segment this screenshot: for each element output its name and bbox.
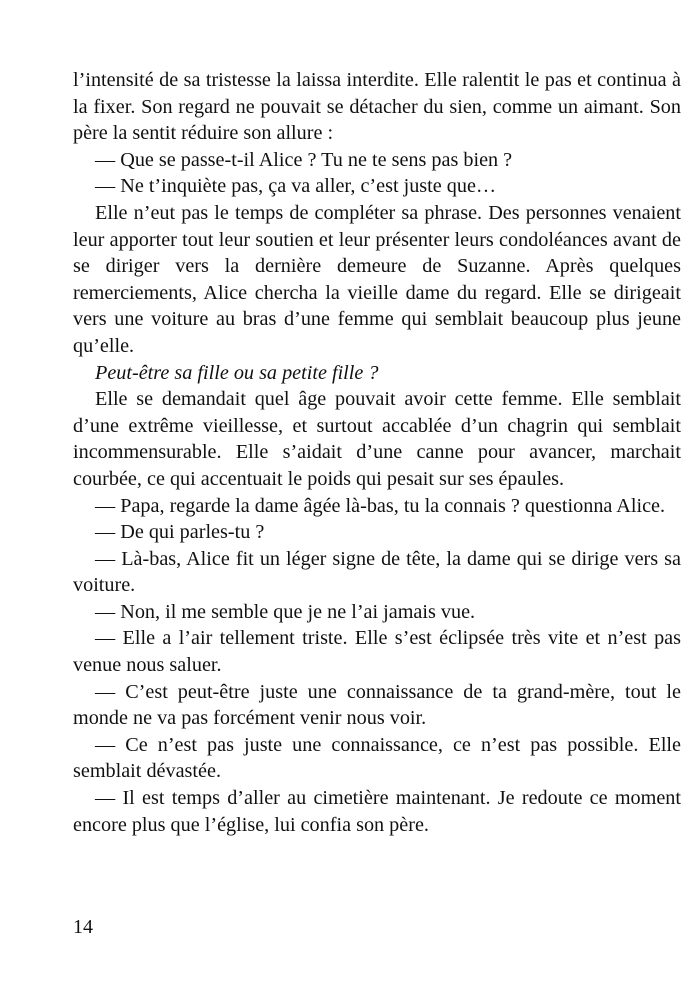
dialogue-line: — Ce n’est pas juste une connaissance, ce n’est pas possible. Elle semblait dévastée. (73, 733, 681, 783)
dialogue-line: — Que se passe-t-il Alice ? Tu ne te sens pas bien ? (95, 148, 513, 171)
paragraph: Elle n’eut pas le temps de compléter sa phrase. Des personnes venaient leur apporter tout leur soutien et leur présenter leurs condoléances avant de se diriger vers la dernière demeure de Suzanne. Après quelques remerciements, Alice chercha la vieille dame du regard. Elle se dirigeait vers une voiture au bras d’une femme qui semblait beaucoup plus jeune qu’elle. (73, 201, 681, 357)
dialogue-line: — Il est temps d’aller au cimetière maintenant. Je redoute ce moment encore plus que l’église, lui confia son père. (73, 787, 681, 836)
dialogue-line: — De qui parles-tu ? (95, 521, 265, 544)
dialogue-line: — Là-bas, Alice fit un léger signe de tête, la dame qui se dirige vers sa voiture. (73, 547, 681, 597)
dialogue-line: — C’est peut-être juste une connaissance de ta grand-mère, tout le monde ne va pas forcément venir nous voir. (73, 680, 681, 730)
body-text (73, 67, 681, 838)
italic-thought: Peut-être sa fille ou sa petite fille ? (95, 361, 379, 384)
dialogue-line: — Non, il me semble que je ne l’ai jamais vue. (95, 600, 476, 623)
paragraph: Elle se demandait quel âge pouvait avoir cette femme. Elle semblait d’une extrême vieillesse, et surtout accablée d’un chagrin qui semblait incommensurable. Elle s’aidait d’une canne pour avancer, marchait courbée, ce qui accentuait le poids qui pesait sur ses épaules. (73, 388, 681, 490)
paragraph: l’intensité de sa tristesse la laissa interdite. Elle ralentit le pas et continua à la fixer. Son regard ne pouvait se détacher du sien, comme un aimant. Son père la sentit réduire son allure : (73, 69, 681, 145)
dialogue-line: — Elle a l’air tellement triste. Elle s’est éclipsée très vite et n’est pas venue nous saluer. (73, 627, 681, 677)
page-number: 14 (73, 916, 93, 938)
dialogue-line: — Papa, regarde la dame âgée là-bas, tu la connais ? questionna Alice. (95, 494, 666, 517)
dialogue-line: — Ne t’inquiète pas, ça va aller, c’est juste que… (95, 175, 497, 198)
